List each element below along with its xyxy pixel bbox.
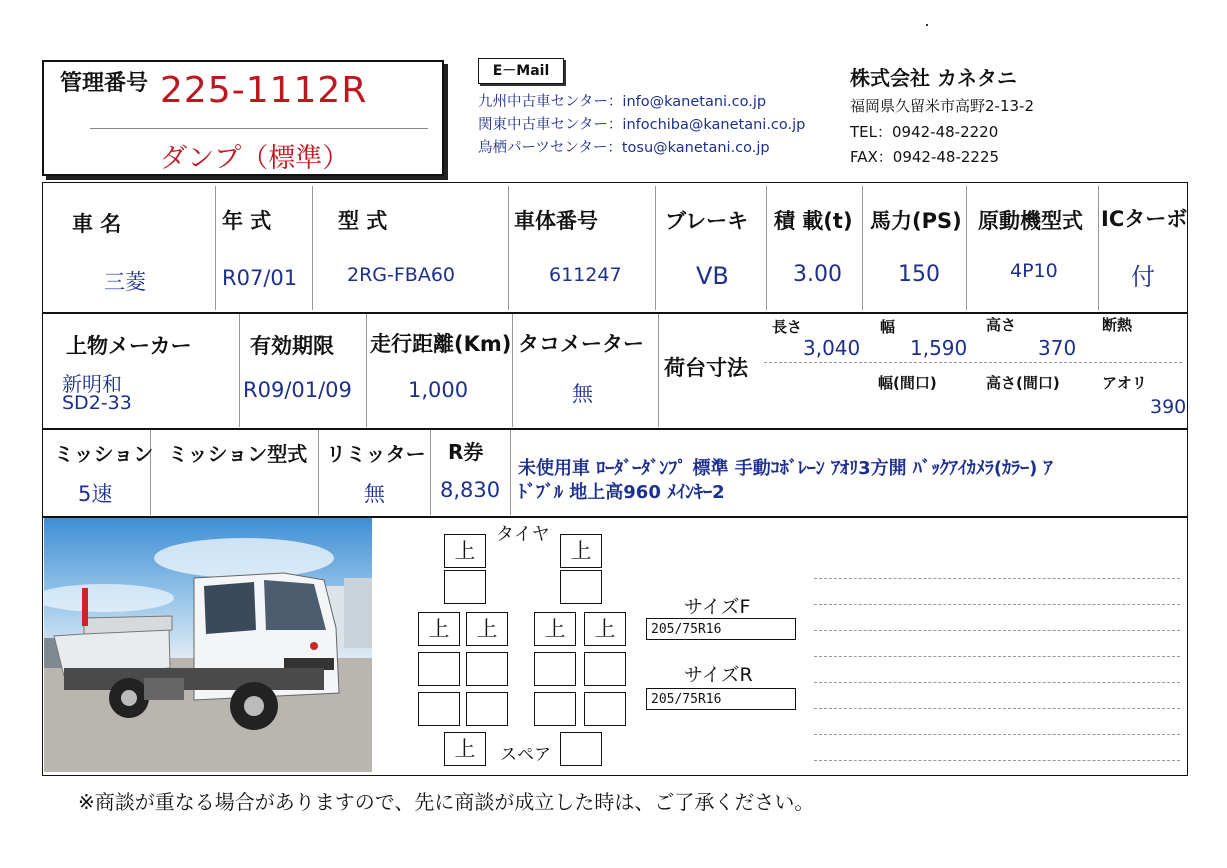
footer-note: ※商談が重なる場合がありますので、先に商談が成立した時は、ご了承ください。: [78, 790, 815, 814]
value-limiter: 無: [364, 482, 385, 506]
column-divider: [655, 186, 656, 310]
tire-blank: [418, 692, 460, 726]
label-bed-length: 長さ: [772, 318, 803, 336]
dimension-dashed-line: [764, 362, 1182, 363]
tire-blank: [584, 692, 626, 726]
tire-rear-left-outer: 上: [418, 612, 460, 646]
value-tachometer: 無: [572, 382, 593, 406]
column-divider: [508, 186, 509, 310]
company-name: 株式会社 カネタニ: [850, 66, 1017, 90]
remarks-line-1: 未使用車 ﾛｰﾀﾞｰﾀﾞﾝﾌﾟ 標準 手動ｺﾎﾞﾚｰﾝ ｱｵﾘ3方開 ﾊﾞｯｸｱｲｶﾒﾗ(ｶﾗｰ) ｱ: [518, 458, 1053, 479]
header-inspection-expiry: 有効期限: [250, 334, 334, 358]
email-address[interactable]: info@kanetani.co.jp: [622, 94, 767, 110]
column-divider: [312, 186, 313, 310]
email-row-kyushu: [478, 90, 766, 111]
tire-rear-right-inner: 上: [534, 612, 576, 646]
header-year: 年 式: [222, 209, 272, 233]
tire-front-right: 上: [560, 534, 602, 568]
column-divider: [862, 186, 863, 310]
value-brake: VB: [696, 262, 729, 290]
header-chassis-number: 車体番号: [514, 209, 598, 233]
tire-blank: [584, 652, 626, 686]
company-tel: TEL：0942-48-2220: [850, 123, 999, 141]
notes-line: [814, 682, 1180, 683]
value-load: 3.00: [793, 262, 842, 287]
notes-line: [814, 760, 1180, 761]
row-divider: [42, 428, 1188, 430]
size-rear-label: サイズR: [684, 664, 753, 686]
header-ic-turbo: ICターボ: [1101, 207, 1188, 231]
tire-spare-blank: [560, 732, 602, 766]
header-tachometer: タコメーター: [518, 332, 644, 356]
column-divider: [366, 314, 367, 427]
label-bed-height: 高さ: [986, 316, 1017, 334]
size-front-value: 205/75R16: [646, 618, 796, 640]
email-address[interactable]: tosu@kanetani.co.jp: [621, 140, 770, 156]
column-divider: [510, 430, 511, 515]
notes-line: [814, 630, 1180, 631]
tire-front-left-blank: [444, 570, 486, 604]
company-fax: FAX：0942-48-2225: [850, 148, 1000, 166]
tire-blank: [534, 692, 576, 726]
notes-line: [814, 578, 1180, 579]
email-center-label: 関東中古車センター：: [478, 117, 623, 133]
email-row-kanto: [478, 113, 805, 134]
tire-blank: [534, 652, 576, 686]
value-bed-height: 370: [1038, 336, 1077, 360]
header-brake: ブレーキ: [665, 209, 749, 233]
header-car-name: 車 名: [72, 212, 122, 236]
column-divider: [215, 186, 216, 310]
header-transmission-type: ミッション型式: [168, 442, 308, 466]
value-aori: 390: [1150, 396, 1187, 418]
header-bed-dimensions: 荷台寸法: [664, 356, 748, 380]
value-transmission: 5速: [78, 482, 113, 506]
tire-blank: [418, 652, 460, 686]
header-engine-model: 原動機型式: [978, 209, 1083, 233]
notes-line: [814, 708, 1180, 709]
value-inspection-expiry: R09/01/09: [243, 378, 352, 402]
notes-line: [814, 734, 1180, 735]
email-center-label: 鳥栖パーツセンター：: [478, 140, 622, 156]
value-body-model: SD2-33: [62, 392, 132, 414]
tire-section-title: タイヤ: [496, 524, 550, 545]
column-divider: [658, 314, 659, 427]
vehicle-photo: [44, 518, 372, 772]
tire-front-left: 上: [444, 534, 486, 568]
email-center-label: 九州中古車センター：: [478, 94, 623, 110]
size-front-label: サイズF: [684, 596, 751, 618]
value-r-ticket: 8,830: [440, 478, 501, 502]
value-body-maker: 新明和: [62, 372, 122, 396]
header-body-maker: 上物メーカー: [66, 334, 192, 358]
tire-front-right-blank: [560, 570, 602, 604]
company-address: 福岡県久留米市高野2-13-2: [850, 97, 1034, 115]
tire-rear-right-outer: 上: [584, 612, 626, 646]
column-divider: [239, 314, 240, 427]
label-height-opening: 高さ(間口): [986, 374, 1060, 392]
header-load: 積 載(t): [774, 209, 853, 233]
column-divider: [430, 430, 431, 515]
header-transmission: ミッション: [54, 442, 154, 466]
value-engine-model: 4P10: [1010, 260, 1058, 282]
tire-blank: [466, 692, 508, 726]
notes-line: [814, 656, 1180, 657]
value-ic-turbo: 付: [1131, 263, 1155, 291]
header-limiter: リミッター: [326, 442, 426, 466]
header-mileage: 走行距離(Km): [370, 332, 512, 356]
column-divider: [512, 314, 513, 427]
value-mileage: 1,000: [408, 378, 469, 402]
value-year: R07/01: [222, 266, 298, 290]
scan-dot: [926, 24, 928, 26]
notes-line: [814, 604, 1180, 605]
vehicle-type: ダンプ（標準）: [160, 143, 350, 174]
value-bed-length: 3,040: [803, 336, 861, 360]
spare-label: スペア: [500, 745, 551, 765]
email-tag: E－Mail: [478, 58, 564, 84]
column-divider: [1098, 186, 1099, 310]
header-model: 型 式: [338, 209, 388, 233]
column-divider: [766, 186, 767, 310]
value-model: 2RG-FBA60: [347, 264, 456, 286]
remarks-line-2: ﾄﾞﾌﾞﾙ 地上高960 ﾒｲﾝｷｰ2: [518, 482, 725, 503]
column-divider: [318, 430, 319, 515]
management-divider: [90, 128, 428, 129]
header-r-ticket: R券: [448, 440, 484, 464]
header-horsepower: 馬力(PS): [870, 209, 962, 233]
column-divider: [966, 186, 967, 310]
email-row-tosu: [478, 136, 770, 157]
dump-truck-illustration: [44, 518, 372, 772]
tire-blank: [466, 652, 508, 686]
row-divider: [42, 312, 1188, 314]
label-aori: アオリ: [1102, 374, 1147, 392]
email-address[interactable]: infochiba@kanetani.co.jp: [622, 117, 806, 133]
size-rear-value: 205/75R16: [646, 688, 796, 710]
management-number: 225-1112R: [160, 70, 368, 111]
value-car-name: 三菱: [104, 270, 146, 294]
label-bed-width: 幅: [880, 318, 896, 336]
tire-rear-left-inner: 上: [466, 612, 508, 646]
label-insulation: 断熱: [1102, 316, 1133, 334]
tire-spare: 上: [444, 732, 486, 766]
label-width-opening: 幅(間口): [878, 374, 937, 392]
value-bed-width: 1,590: [910, 336, 968, 360]
management-number-label: 管理番号: [60, 71, 149, 96]
value-horsepower: 150: [898, 262, 940, 287]
value-chassis-number: 611247: [549, 264, 622, 286]
